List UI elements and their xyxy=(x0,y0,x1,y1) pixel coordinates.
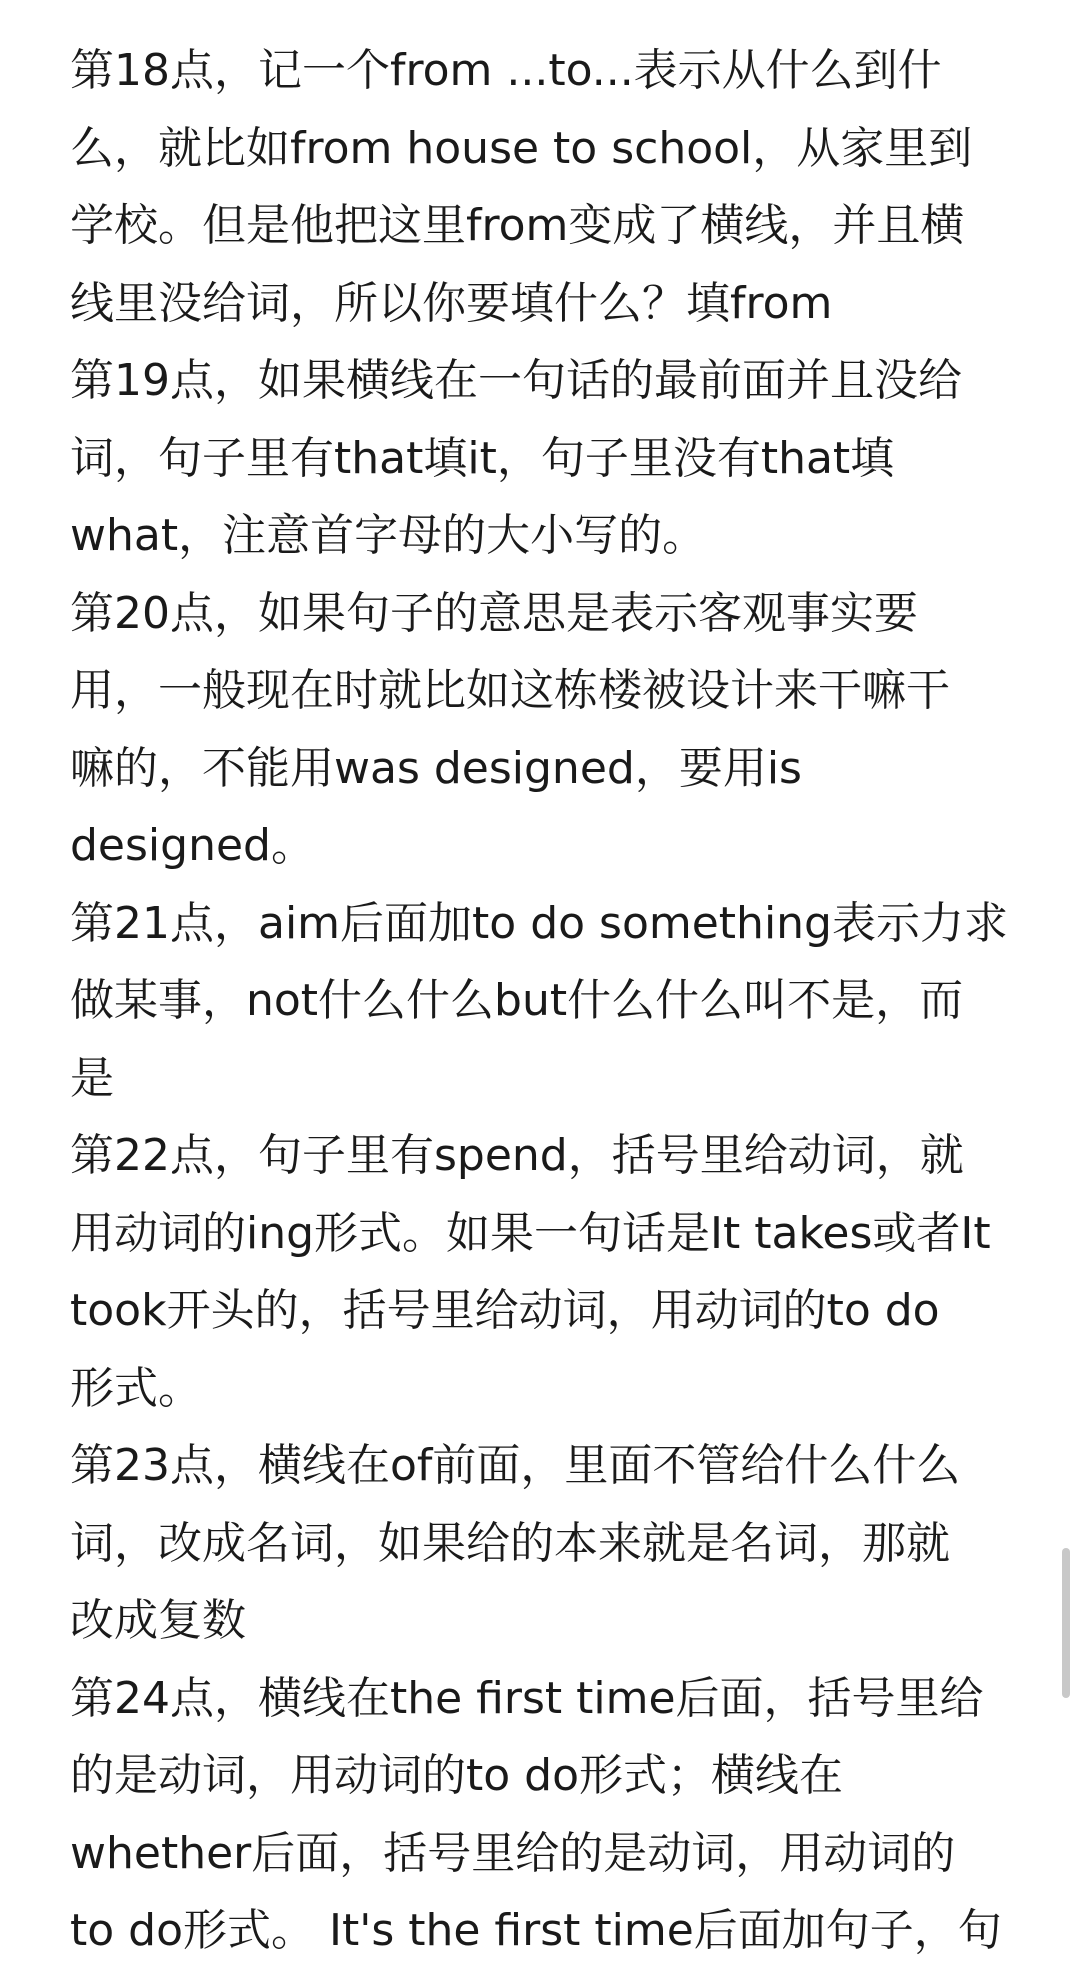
text-line: 用动词的ing形式。如果一句话是It takes或者It xyxy=(70,1207,991,1259)
text-line: took开头的，括号里给动词，用动词的to do xyxy=(70,1285,940,1336)
text-line: 第21点，aim后面加to do something表示力求 xyxy=(70,897,1008,949)
text-line: 用，一般现在时就比如这栋楼被设计来干嘛干 xyxy=(70,665,950,716)
text-line: to do形式。 It's the first time后面加句子，句 xyxy=(70,1905,1002,1956)
article-body xyxy=(70,32,1030,1970)
text-line: 嘛的，不能用was designed，要用is xyxy=(70,742,802,794)
text-line: 第23点，横线在of前面，里面不管给什么什么 xyxy=(70,1440,961,1491)
text-line: 第22点，句子里有spend，括号里给动词，就 xyxy=(70,1130,964,1181)
text-line: what，注意首字母的大小写的。 xyxy=(70,510,707,561)
text-line: 么，就比如from house to school，从家里到 xyxy=(70,122,973,174)
text-line: 形式。 xyxy=(70,1362,202,1414)
text-line: 学校。但是他把这里from变成了横线，并且横 xyxy=(70,200,965,251)
text-line: 做某事，not什么什么but什么什么叫不是，而 xyxy=(70,975,964,1026)
text-line: 第18点，记一个from ...to...表示从什么到什 xyxy=(70,45,942,96)
text-line: 线里没给词，所以你要填什么？填from xyxy=(70,277,833,329)
text-line: 改成复数 xyxy=(70,1595,246,1646)
text-line: whether后面，括号里给的是动词，用动词的 xyxy=(70,1827,956,1879)
text-line: 第24点，横线在the first time后面，括号里给 xyxy=(70,1672,984,1724)
scrollbar-thumb[interactable] xyxy=(1062,1548,1070,1698)
text-line: 的是动词，用动词的to do形式；横线在 xyxy=(70,1750,844,1801)
text-line: 第20点，如果句子的意思是表示客观事实要 xyxy=(70,587,918,639)
text-line: 词，句子里有that填it，句子里没有that填 xyxy=(70,432,895,484)
text-line: designed。 xyxy=(70,820,315,871)
text-line: 第19点，如果横线在一句话的最前面并且没给 xyxy=(70,355,962,406)
text-line: 词，改成名词，如果给的本来就是名词，那就 xyxy=(70,1517,950,1569)
text-line: 是 xyxy=(70,1052,114,1104)
